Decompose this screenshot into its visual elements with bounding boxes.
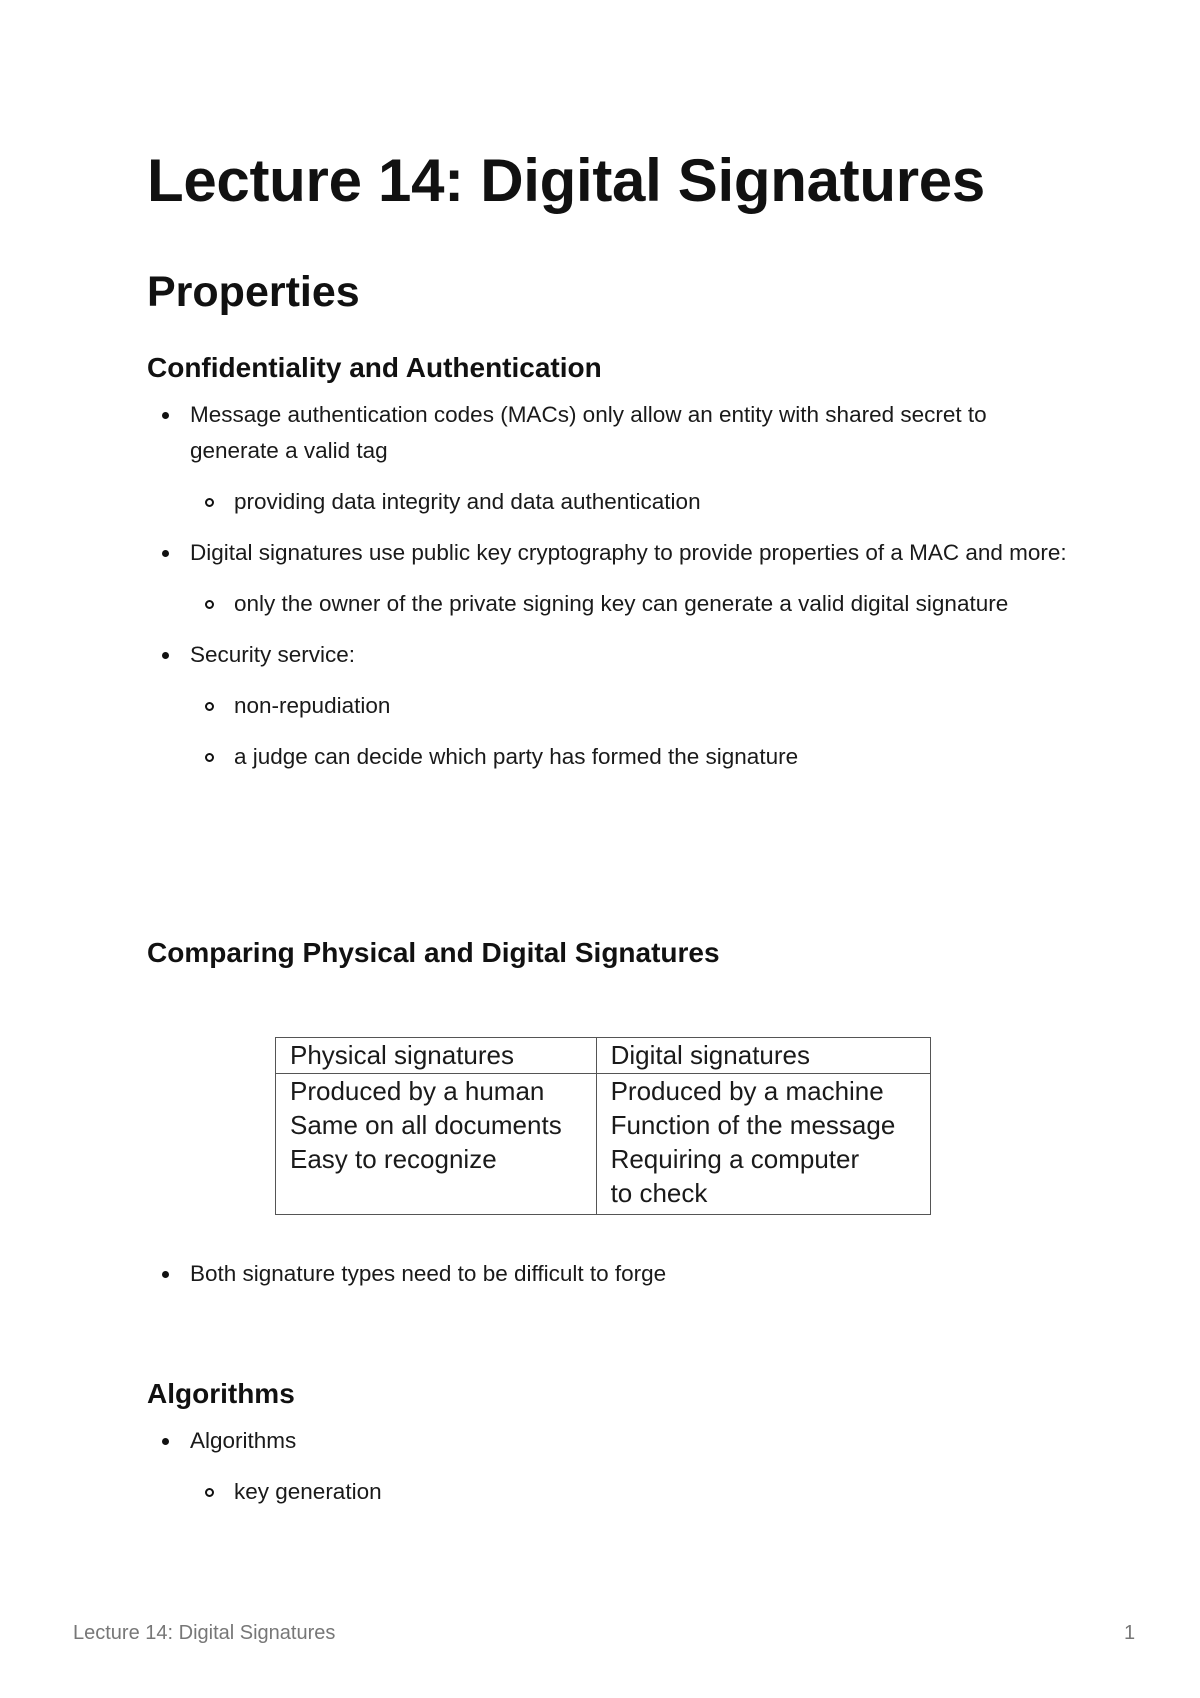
- subsection-heading-algorithms: Algorithms: [147, 1378, 295, 1409]
- table-cell-line: Requiring a computer: [610, 1144, 860, 1174]
- list-item: [147, 535, 1077, 571]
- table-cell-line: Same on all documents: [290, 1110, 562, 1140]
- table-header-physical: Physical signatures: [276, 1038, 597, 1074]
- list-item-text: a judge can decide which party has formed the signature: [234, 744, 799, 769]
- list-item: [147, 484, 1077, 520]
- bullet-disc-icon: [162, 1271, 169, 1278]
- list-item-text: Digital signatures use public key cryptography to provide properties of a MAC and more:: [190, 540, 1067, 565]
- list-item-text: Message authentication codes (MACs) only allow an entity with shared secret to generate a valid tag: [190, 402, 987, 463]
- list-item-text: Security service:: [190, 642, 356, 667]
- list-item: [147, 688, 1077, 724]
- bullet-list-algorithms: [147, 1423, 1077, 1525]
- table-cell-digital: [596, 1074, 930, 1215]
- list-item: [147, 586, 1077, 622]
- list-item: [147, 397, 1077, 469]
- list-item-text: only the owner of the private signing key can generate a valid digital signature: [234, 591, 1009, 616]
- list-item: [147, 739, 1077, 775]
- bullet-circle-icon: [205, 702, 214, 711]
- signature-comparison-table: [275, 1037, 931, 1215]
- table-cell-line: Function of the message: [610, 1110, 896, 1140]
- bullet-disc-icon: [162, 1438, 169, 1445]
- table-cell-physical: [276, 1074, 597, 1215]
- list-item-text: providing data integrity and data authentication: [234, 489, 701, 514]
- table-header-row: [276, 1038, 931, 1074]
- table-header-digital: Digital signatures: [596, 1038, 930, 1074]
- section-heading-properties: Properties: [147, 268, 360, 316]
- list-item-text: non-repudiation: [234, 693, 391, 718]
- bullet-circle-icon: [205, 498, 214, 507]
- footer-title: Lecture 14: Digital Signatures: [73, 1622, 336, 1644]
- list-item: [147, 1423, 1077, 1459]
- table-cell-line: Easy to recognize: [290, 1144, 497, 1174]
- list-item-text: key generation: [234, 1479, 382, 1504]
- page-title: Lecture 14: Digital Signatures: [147, 147, 985, 214]
- bullet-disc-icon: [162, 412, 169, 419]
- bullet-circle-icon: [205, 1488, 214, 1497]
- subsection-heading-confidentiality: Confidentiality and Authentication: [147, 352, 602, 383]
- list-item: [147, 637, 1077, 673]
- page-number: 1: [1124, 1622, 1136, 1644]
- table-cell-line: Produced by a human: [290, 1076, 545, 1106]
- bullet-disc-icon: [162, 652, 169, 659]
- list-item-text: Algorithms: [190, 1428, 297, 1453]
- bullet-circle-icon: [205, 600, 214, 609]
- bullet-list-confidentiality: [147, 397, 1077, 790]
- bullet-list-comparing: [147, 1256, 1077, 1307]
- table-cell-line: to check: [610, 1178, 708, 1208]
- list-item: [147, 1474, 1077, 1510]
- list-item: [147, 1256, 1077, 1292]
- subsection-heading-comparing: Comparing Physical and Digital Signatures: [147, 937, 720, 968]
- table-row: [276, 1074, 931, 1215]
- bullet-circle-icon: [205, 753, 214, 762]
- list-item-text: Both signature types need to be difficult to forge: [190, 1261, 667, 1286]
- table-cell-line: Produced by a machine: [610, 1076, 884, 1106]
- bullet-disc-icon: [162, 550, 169, 557]
